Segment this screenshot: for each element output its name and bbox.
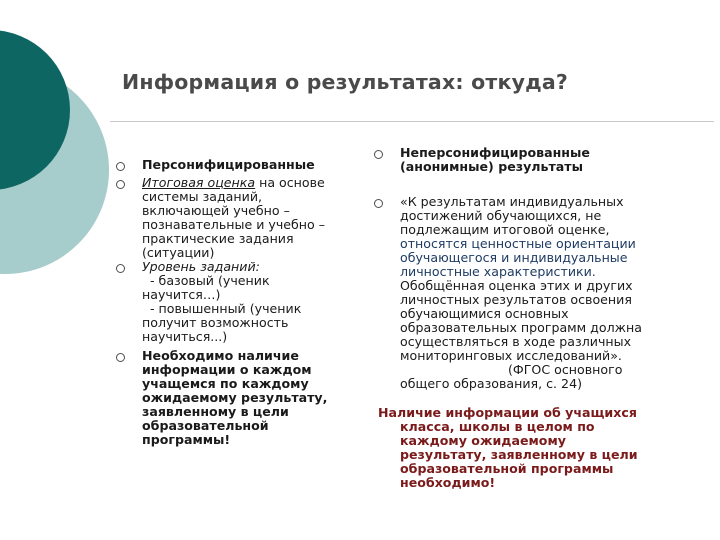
right-conclusion-line: образовательной программы	[400, 461, 614, 476]
left-item2-line: включающей учебно –	[142, 203, 290, 218]
left-item1-bold: Персонифицированные	[142, 157, 315, 172]
right-item2-line: достижений обучающихся, не	[400, 208, 602, 223]
decorative-circles	[0, 0, 110, 300]
bullet-icon	[116, 180, 125, 189]
left-item2-rest: на основе	[255, 175, 325, 190]
left-item4-line: Необходимо наличие	[142, 348, 299, 363]
slide-title: Информация о результатах: откуда?	[122, 70, 569, 94]
right-item2-line: образовательных программ должна	[400, 320, 642, 335]
left-item2-line: практические задания	[142, 231, 294, 246]
right-item1-line: Неперсонифицированные	[400, 145, 590, 160]
right-conclusion-line: необходимо!	[400, 475, 496, 490]
bullet-icon	[374, 150, 383, 159]
left-item3-italic: Уровень заданий:	[142, 259, 260, 274]
left-item3-line: - базовый (ученик	[150, 273, 270, 288]
right-item2-value-line: относятся ценностные ориентации	[400, 236, 636, 251]
left-item2-line: познавательные и учебно –	[142, 217, 326, 232]
left-item4-line: программы!	[142, 432, 231, 447]
left-item4-line: учащемся по каждому	[142, 376, 309, 391]
left-item4-line: заявленному в цели	[142, 404, 289, 419]
right-item2-line: обучающимися основных	[400, 306, 569, 321]
right-conclusion-line: класса, школы в целом по	[400, 419, 595, 434]
left-item3-line: - повышенный (ученик	[150, 301, 302, 316]
left-item4-line: образовательной	[142, 418, 269, 433]
left-item2-line: (ситуации)	[142, 245, 215, 260]
left-item3-line: научиться...)	[142, 329, 228, 344]
bullet-icon	[116, 162, 125, 171]
left-item4-line: ожидаемому результату,	[142, 390, 328, 405]
bullet-icon	[374, 199, 383, 208]
bullet-icon	[116, 264, 125, 273]
left-item3-line: получит возможность	[142, 315, 289, 330]
left-item3-line: научится…)	[142, 287, 221, 302]
right-item2-source: общего образования, с. 24)	[400, 376, 583, 391]
left-item2-first-line	[142, 176, 325, 190]
right-item2-line: Обобщённая оценка этих и других	[400, 278, 633, 293]
bullet-icon	[116, 353, 125, 362]
right-item2-line: «К результатам индивидуальных	[400, 194, 624, 209]
left-item2-italic: Итоговая оценка	[142, 175, 256, 190]
right-item2-line: личностных результатов освоения	[400, 292, 632, 307]
right-item2-value-line: личностные характеристики.	[400, 264, 596, 279]
right-conclusion-line: Наличие информации об учащихся	[378, 405, 637, 420]
right-conclusion-line: результату, заявленному в цели	[400, 447, 638, 462]
right-item2-line: подлежащим итоговой оценке,	[400, 222, 610, 237]
right-item2-line: осуществляться в ходе различных	[400, 334, 632, 349]
right-item1-line: (анонимные) результаты	[400, 159, 583, 174]
right-item2-source: (ФГОС основного	[508, 362, 623, 377]
right-item2-value-line: обучающегося и индивидуальные	[400, 250, 628, 265]
right-conclusion-line: каждому ожидаемому	[400, 433, 566, 448]
left-item4-line: информации о каждом	[142, 362, 312, 377]
left-item2-line: системы заданий,	[142, 189, 263, 204]
right-item2-line: мониторинговых исследований».	[400, 348, 622, 363]
title-divider	[110, 121, 714, 122]
